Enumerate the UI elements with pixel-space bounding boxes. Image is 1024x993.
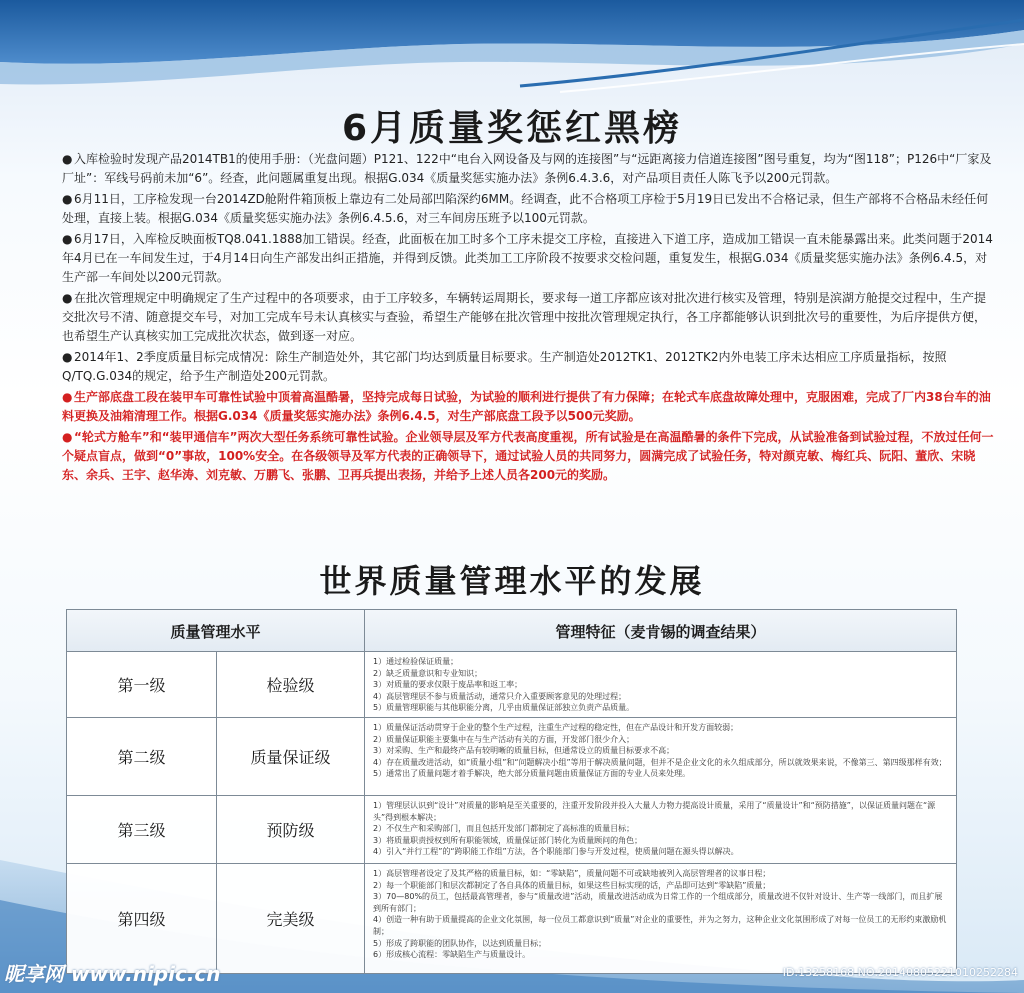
announcement-item bbox=[62, 289, 997, 346]
table-row bbox=[67, 652, 956, 718]
announcement-item bbox=[62, 150, 997, 188]
feature-item: 1）质量保证活动贯穿于企业的整个生产过程，注重生产过程的稳定性，但在产品设计和开发方面较弱； bbox=[373, 723, 739, 732]
feature-item: 5）通常出了质量问题才着手解决，绝大部分质量问题由质量保证方面的专业人员来处理。 bbox=[373, 769, 691, 779]
table-row bbox=[67, 796, 956, 864]
section-title: 世界质量管理水平的发展 bbox=[319, 562, 705, 600]
watermark-logo: 昵享网 www.nipic.cn bbox=[4, 962, 221, 986]
level-name-cell: 完美级 bbox=[217, 864, 365, 973]
features-cell bbox=[365, 718, 956, 795]
feature-item: 6）形成核心流程：零缺陷生产与质量设计。 bbox=[373, 950, 531, 960]
feature-item: 4）高层管理层不参与质量活动，通常只介入重要顾客意见的处理过程； bbox=[373, 691, 627, 701]
announcement-text: 6月11日，工序检发现一台2014ZD舱附件箱顶板上靠边有二处局部凹陷深约6MM。经调查，此不合格项工序检于5月19日已发出不合格记录，但生产部将不合格品未经任何处理，直接上装。根据G.034《质量奖惩实施办法》条例6.4.5.6，对三车间房压班予以100元罚款。 bbox=[62, 192, 989, 225]
announcement-item bbox=[62, 348, 997, 386]
features-cell bbox=[365, 796, 956, 863]
feature-item: 2）每一个职能部门和层次都制定了各自具体的质量目标，如果这些目标实现的话，产品即可达到“零缺陷”质量； bbox=[373, 880, 771, 890]
feature-item: 5）形成了跨职能的团队协作，以达到质量目标； bbox=[373, 938, 547, 948]
bullet-icon: ● bbox=[62, 350, 73, 364]
bullet-icon: ● bbox=[62, 192, 73, 206]
level-cell: 第二级 bbox=[67, 718, 217, 795]
level-cell: 第四级 bbox=[67, 864, 217, 973]
level-name-cell: 检验级 bbox=[217, 652, 365, 717]
feature-item: 2）缺乏质量意识和专业知识； bbox=[373, 668, 483, 678]
level-cell: 第一级 bbox=[67, 652, 217, 717]
feature-item: 3）对采购、生产和最终产品有较明晰的质量目标，但通常设立的质量目标要求不高； bbox=[373, 746, 675, 756]
feature-item: 4）存在质量改进活动，如“质量小组”和“问题解决小组”等用于解决质量问题，但并不是企业文化的永久组成部分，所以就效果来说，不像第三、第四级那样有效； bbox=[373, 757, 947, 767]
announcement-text: 6月17日，入库检反映面板TQ8.041.1888加工错误。经查，此面板在加工时多个工序未提交工序检，直接进入下道工序，造成加工错误一直未能暴露出来。此类问题于2014年4月已在一车间发生过，于4月14日向生产部发出纠正措施，并得到反馈。此类加工工序阶段不按要求交检问题，重复发生，根据G.034《质量奖惩实施办法》条例6.4.5，对生产部一车间处以200元罚款。 bbox=[62, 232, 993, 284]
feature-item: 1）高层管理者设定了及其严格的质量目标，如：“零缺陷”，质量问题不可或缺地被列入高层管理者的议事日程； bbox=[373, 869, 771, 878]
table-row bbox=[67, 864, 956, 973]
announcement-text: 在批次管理规定中明确规定了生产过程中的各项要求，由于工序较多，车辆转运周期长，要求每一道工序都应该对批次进行核实及管理，特别是滨湖方舱提交过程中，生产提交批次号不清、随意提交车号，对加工完成车号未认真核实与查验，希望生产能够在批次管理中按批次管理规定执行，各工序都能够认识到批次号的重要性，为后序提供方便，也希望生产认真核实加工完成批次状态，做到逐一对应。 bbox=[62, 291, 987, 343]
reward-item bbox=[62, 428, 997, 485]
feature-item: 5）质量管理职能与其他职能分离，几乎由质量保证部独立负责产品质量。 bbox=[373, 703, 635, 713]
bullet-icon: ● bbox=[62, 390, 73, 404]
feature-item: 3）将质量职责授权到所有职能领域，质量保证部门转化为质量顾问的角色； bbox=[373, 835, 643, 845]
quality-level-table bbox=[66, 609, 957, 974]
feature-item: 1）管理层认识到“设计”对质量的影响是至关重要的，注重开发阶段并投入大量人力物力提高设计质量，采用了“质量设计”和“预防措施”，以保证质量问题在“源头”得到根本解决； bbox=[373, 801, 936, 822]
feature-item: 2）不仅生产和采购部门，而且包括开发部门都制定了高标准的质量目标； bbox=[373, 824, 635, 834]
features-cell bbox=[365, 864, 956, 973]
announcement-text: 2014年1、2季度质量目标完成情况：除生产制造处外，其它部门均达到质量目标要求。生产制造处2012TK1、2012TK2内外电装工序未达相应工序质量指标，按照Q/TQ.G.034的规定，给予生产制造处200元罚款。 bbox=[62, 350, 947, 383]
feature-item: 3）70—80%的员工，包括最高管理者，参与“质量改进”活动，质量改进活动成为日常工作的一个组成部分，质量改进不仅针对设计、生产等一线部门，而且扩展到所有部门； bbox=[373, 892, 943, 913]
bullet-icon: ● bbox=[62, 232, 73, 246]
reward-text: “轮式方舱车”和“装甲通信车”两次大型任务系统可靠性试验。企业领导层及军方代表高度重视，所有试验是在高温酷暑的条件下完成，从试验准备到试验过程，不放过任何一个疑点盲点，做到“0”事故，100%安全。在各级领导及军方代表的正确领导下，通过试验人员的共同努力，圆满完成了试验任务，特对颜克敏、梅红兵、阮阳、董欣、宋晓东、余兵、王宇、赵华涛、刘克敏、万鹏飞、张鹏、卫再兵提出表扬，并给予上述人员各200元的奖励。 bbox=[62, 430, 994, 482]
announcement-item bbox=[62, 190, 997, 228]
announcement-list bbox=[62, 150, 997, 487]
reward-text: 生产部底盘工段在装甲车可靠性试验中顶着高温酷暑，坚持完成每日试验，为试验的顺利进行提供了有力保障；在轮式车底盘故障处理中，克服困难，完成了厂内38台车的油料更换及油箱清理工作。根据G.034《质量奖惩实施办法》条例6.4.5，对生产部底盘工段予以500元奖励。 bbox=[62, 390, 991, 423]
bullet-icon: ● bbox=[62, 430, 73, 444]
feature-item: 2）质量保证职能主要集中在与生产活动有关的方面，开发部门很少介入； bbox=[373, 734, 635, 744]
watermark-id: ID:13258168 NO:20140805221010252284 bbox=[782, 966, 1018, 979]
page-title: 6月质量奖惩红黑榜 bbox=[341, 108, 683, 149]
level-name-cell: 预防级 bbox=[217, 796, 365, 863]
level-cell: 第三级 bbox=[67, 796, 217, 863]
bullet-icon: ● bbox=[62, 152, 73, 166]
col-header-features: 管理特征（麦肯锡的调查结果） bbox=[555, 622, 766, 641]
features-cell bbox=[365, 652, 956, 717]
level-name-cell: 质量保证级 bbox=[217, 718, 365, 795]
announcement-item bbox=[62, 230, 997, 287]
col-header-level: 质量管理水平 bbox=[67, 610, 365, 652]
feature-item: 1）通过检验保证质量； bbox=[373, 657, 459, 666]
feature-item: 4）引入“并行工程”的“跨职能工作组”方法，各个职能部门参与开发过程，使质量问题在源头得以解决。 bbox=[373, 847, 739, 857]
table-row bbox=[67, 718, 956, 796]
table-header bbox=[67, 610, 956, 652]
reward-item bbox=[62, 388, 997, 426]
feature-item: 4）创造一种有助于质量提高的企业文化氛围，每一位员工都意识到“质量”对企业的重要性，并为之努力，这种企业文化氛围形成了对每一位员工的无形约束激励机制； bbox=[373, 915, 947, 936]
feature-item: 3）对质量的要求仅限于废品率和返工率； bbox=[373, 680, 523, 690]
bullet-icon: ● bbox=[62, 291, 73, 305]
announcement-text: 入库检验时发现产品2014TB1的使用手册：（光盘问题）P121、122中“电台入网设备及与网的连接图”与“远距离接力信道连接图”图号重复，均为“图118”；P126中“厂家及厂址”：军线号码前未加“6”。经查，此问题属重复出现。根据G.034《质量奖惩实施办法》条例6.4.3.6，对产品项目责任人陈飞予以200元罚款。 bbox=[62, 152, 992, 185]
